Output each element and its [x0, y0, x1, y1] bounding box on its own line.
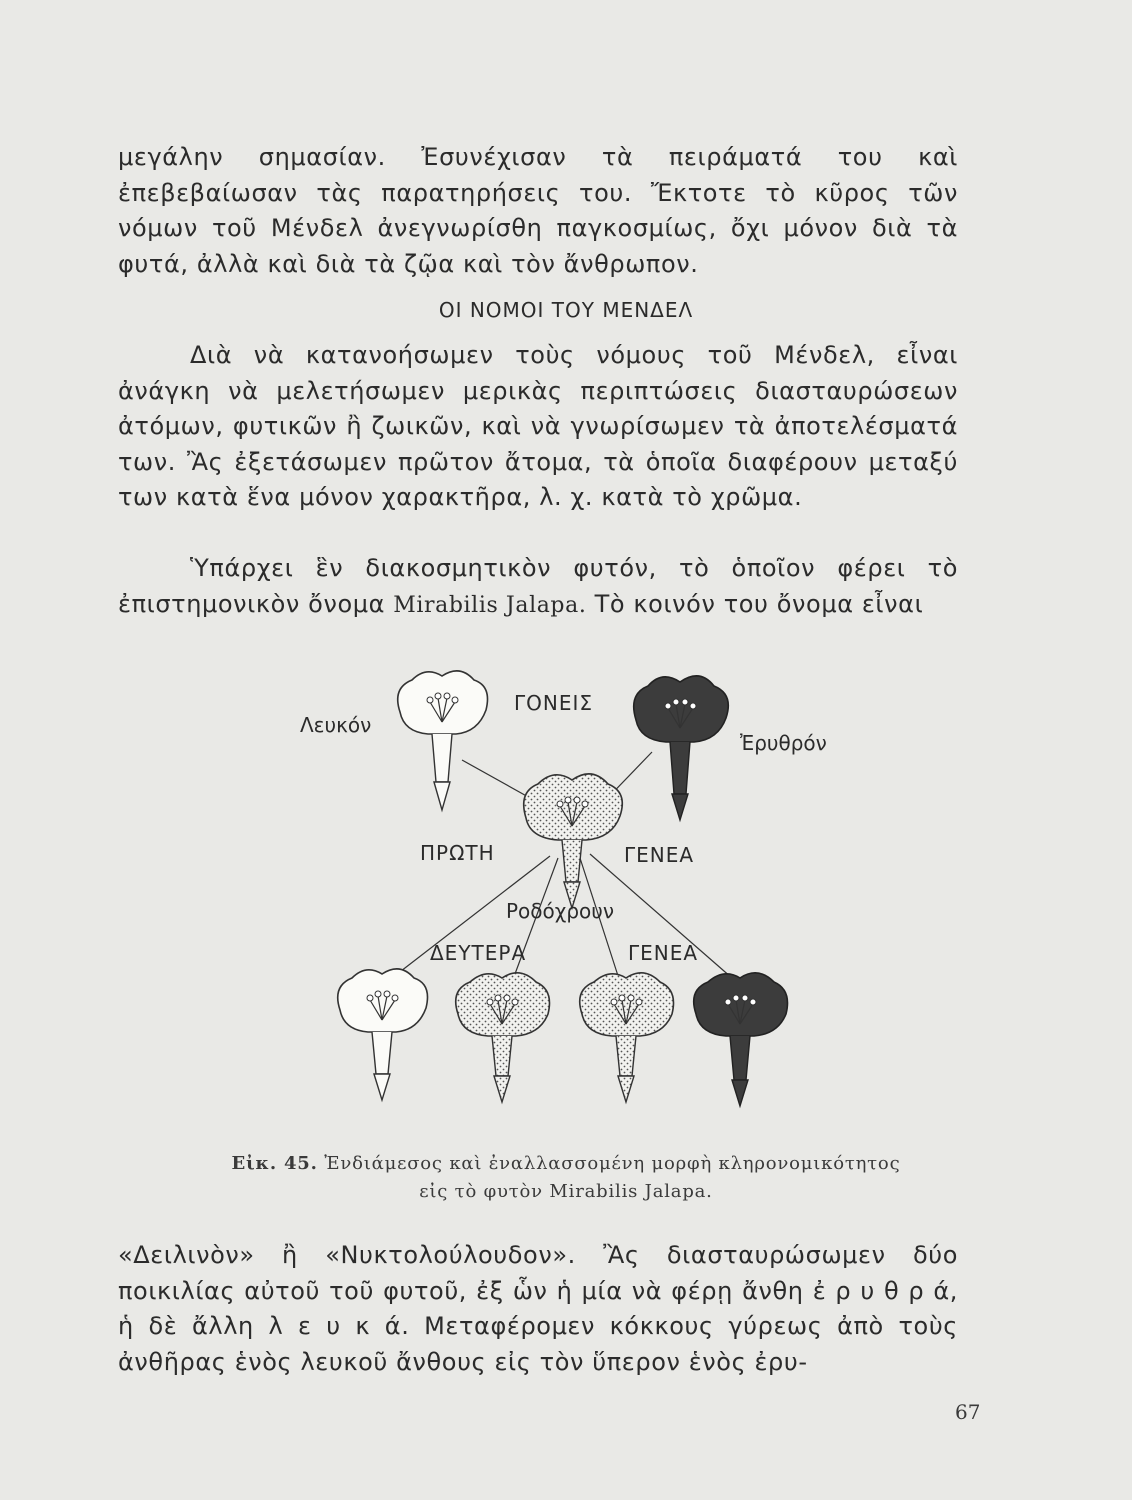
- paragraph-3-text-end: Τὸ κοινόν του ὄνομα εἶναι: [594, 589, 924, 618]
- caption-prefix: Εἰκ. 45.: [231, 1153, 318, 1174]
- flower-pink-f2-a: [456, 973, 550, 1102]
- paragraph-2: [118, 338, 958, 516]
- latin-name: Mirabilis Jalapa.: [393, 592, 587, 618]
- caption-text-1: Ἐνδιάμεσος καὶ ἐναλλασσομένη μορφὴ κληρονομικότητος: [324, 1153, 901, 1174]
- flower-red-parent: [634, 676, 729, 820]
- label-first: ΠΡΩΤΗ: [420, 841, 495, 865]
- paragraph-3: [118, 551, 958, 623]
- label-parents: ΓΟΝΕΙΣ: [514, 691, 594, 715]
- mendel-figure: [280, 660, 880, 1120]
- caption-line-1: [0, 1150, 1132, 1178]
- paragraph-1-text: μεγάλην σημασίαν. Ἐσυνέχισαν τὰ πειράματά του καὶ ἐπεβεβαίωσαν τὰς παρατηρήσεις του. Ἔκτοτε τὸ κῦρος τῶν νόμων τοῦ Μένδελ ἀνεγνωρίσθη παγκοσμίως, ὄχι μόνον διὰ τὰ φυτά, ἀλλὰ καὶ διὰ τὰ ζῷα καὶ τὸν ἄνθρωπον.: [118, 143, 958, 278]
- flower-white-f2: [338, 969, 428, 1100]
- label-pink: Ροδόχρουν: [506, 899, 614, 923]
- paragraph-2-text: Διὰ νὰ κατανοήσωμεν τοὺς νόμους τοῦ Μένδελ, εἶναι ἀνάγκη νὰ μελετήσωμεν μερικὰς περιπτώσεις διασταυρώσεων ἀτόμων, φυτικῶν ἢ ζωικῶν, καὶ νὰ γνωρίσωμεν τὰ ἀποτελέσματά των. Ἂς ἐξετάσωμεν πρῶτον ἄτομα, τὰ ὁποῖα διαφέρουν μεταξύ των κατὰ ἕνα μόνον χαρακτῆρα, λ. χ. κατὰ τὸ χρῶμα.: [118, 341, 958, 511]
- flower-pink-f1: [524, 774, 623, 908]
- paragraph-3-text: Ὑπάρχει ἓν διακοσμητικὸν φυτόν, τὸ ὁποῖον φέρει τὸ ἐπιστημονικὸν ὄνομα: [118, 554, 958, 618]
- flower-pink-f2-b: [580, 973, 674, 1102]
- figure-caption: [0, 1150, 1132, 1206]
- label-generation-1: ΓΕΝΕΑ: [624, 843, 695, 867]
- label-red: Ἐρυθρόν: [740, 731, 827, 755]
- label-white: Λευκόν: [300, 713, 372, 737]
- label-generation-2: ΓΕΝΕΑ: [628, 941, 699, 965]
- flower-red-f2: [694, 973, 788, 1106]
- label-second: ΔΕΥΤΕΡΑ: [430, 941, 527, 965]
- flower-white-parent: [398, 671, 488, 810]
- caption-line-2: εἰς τὸ φυτὸν Mirabilis Jalapa.: [419, 1181, 713, 1202]
- paragraph-4: [118, 1238, 958, 1380]
- page-number: 67: [955, 1400, 981, 1424]
- paragraph-4-text: «Δειλινὸν» ἢ «Νυκτολούλουδον». Ἂς διασταυρώσωμεν δύο ποικιλίας αὐτοῦ τοῦ φυτοῦ, ἐξ ὧν ἡ μία νὰ φέρῃ ἄνθη ἐ ρ υ θ ρ ά, ἡ δὲ ἄλλη λ ε υ κ ά. Μεταφέρομεν κόκκους γύρεως ἀπὸ τοὺς ἀνθῆρας ἑνὸς λευκοῦ ἄνθους εἰς τὸν ὕπερον ἑνὸς ἐρυ-: [118, 1241, 958, 1376]
- paragraph-1: [118, 140, 958, 282]
- section-heading: ΟΙ ΝΟΜΟΙ ΤΟΥ ΜΕΝΔΕΛ: [438, 298, 694, 322]
